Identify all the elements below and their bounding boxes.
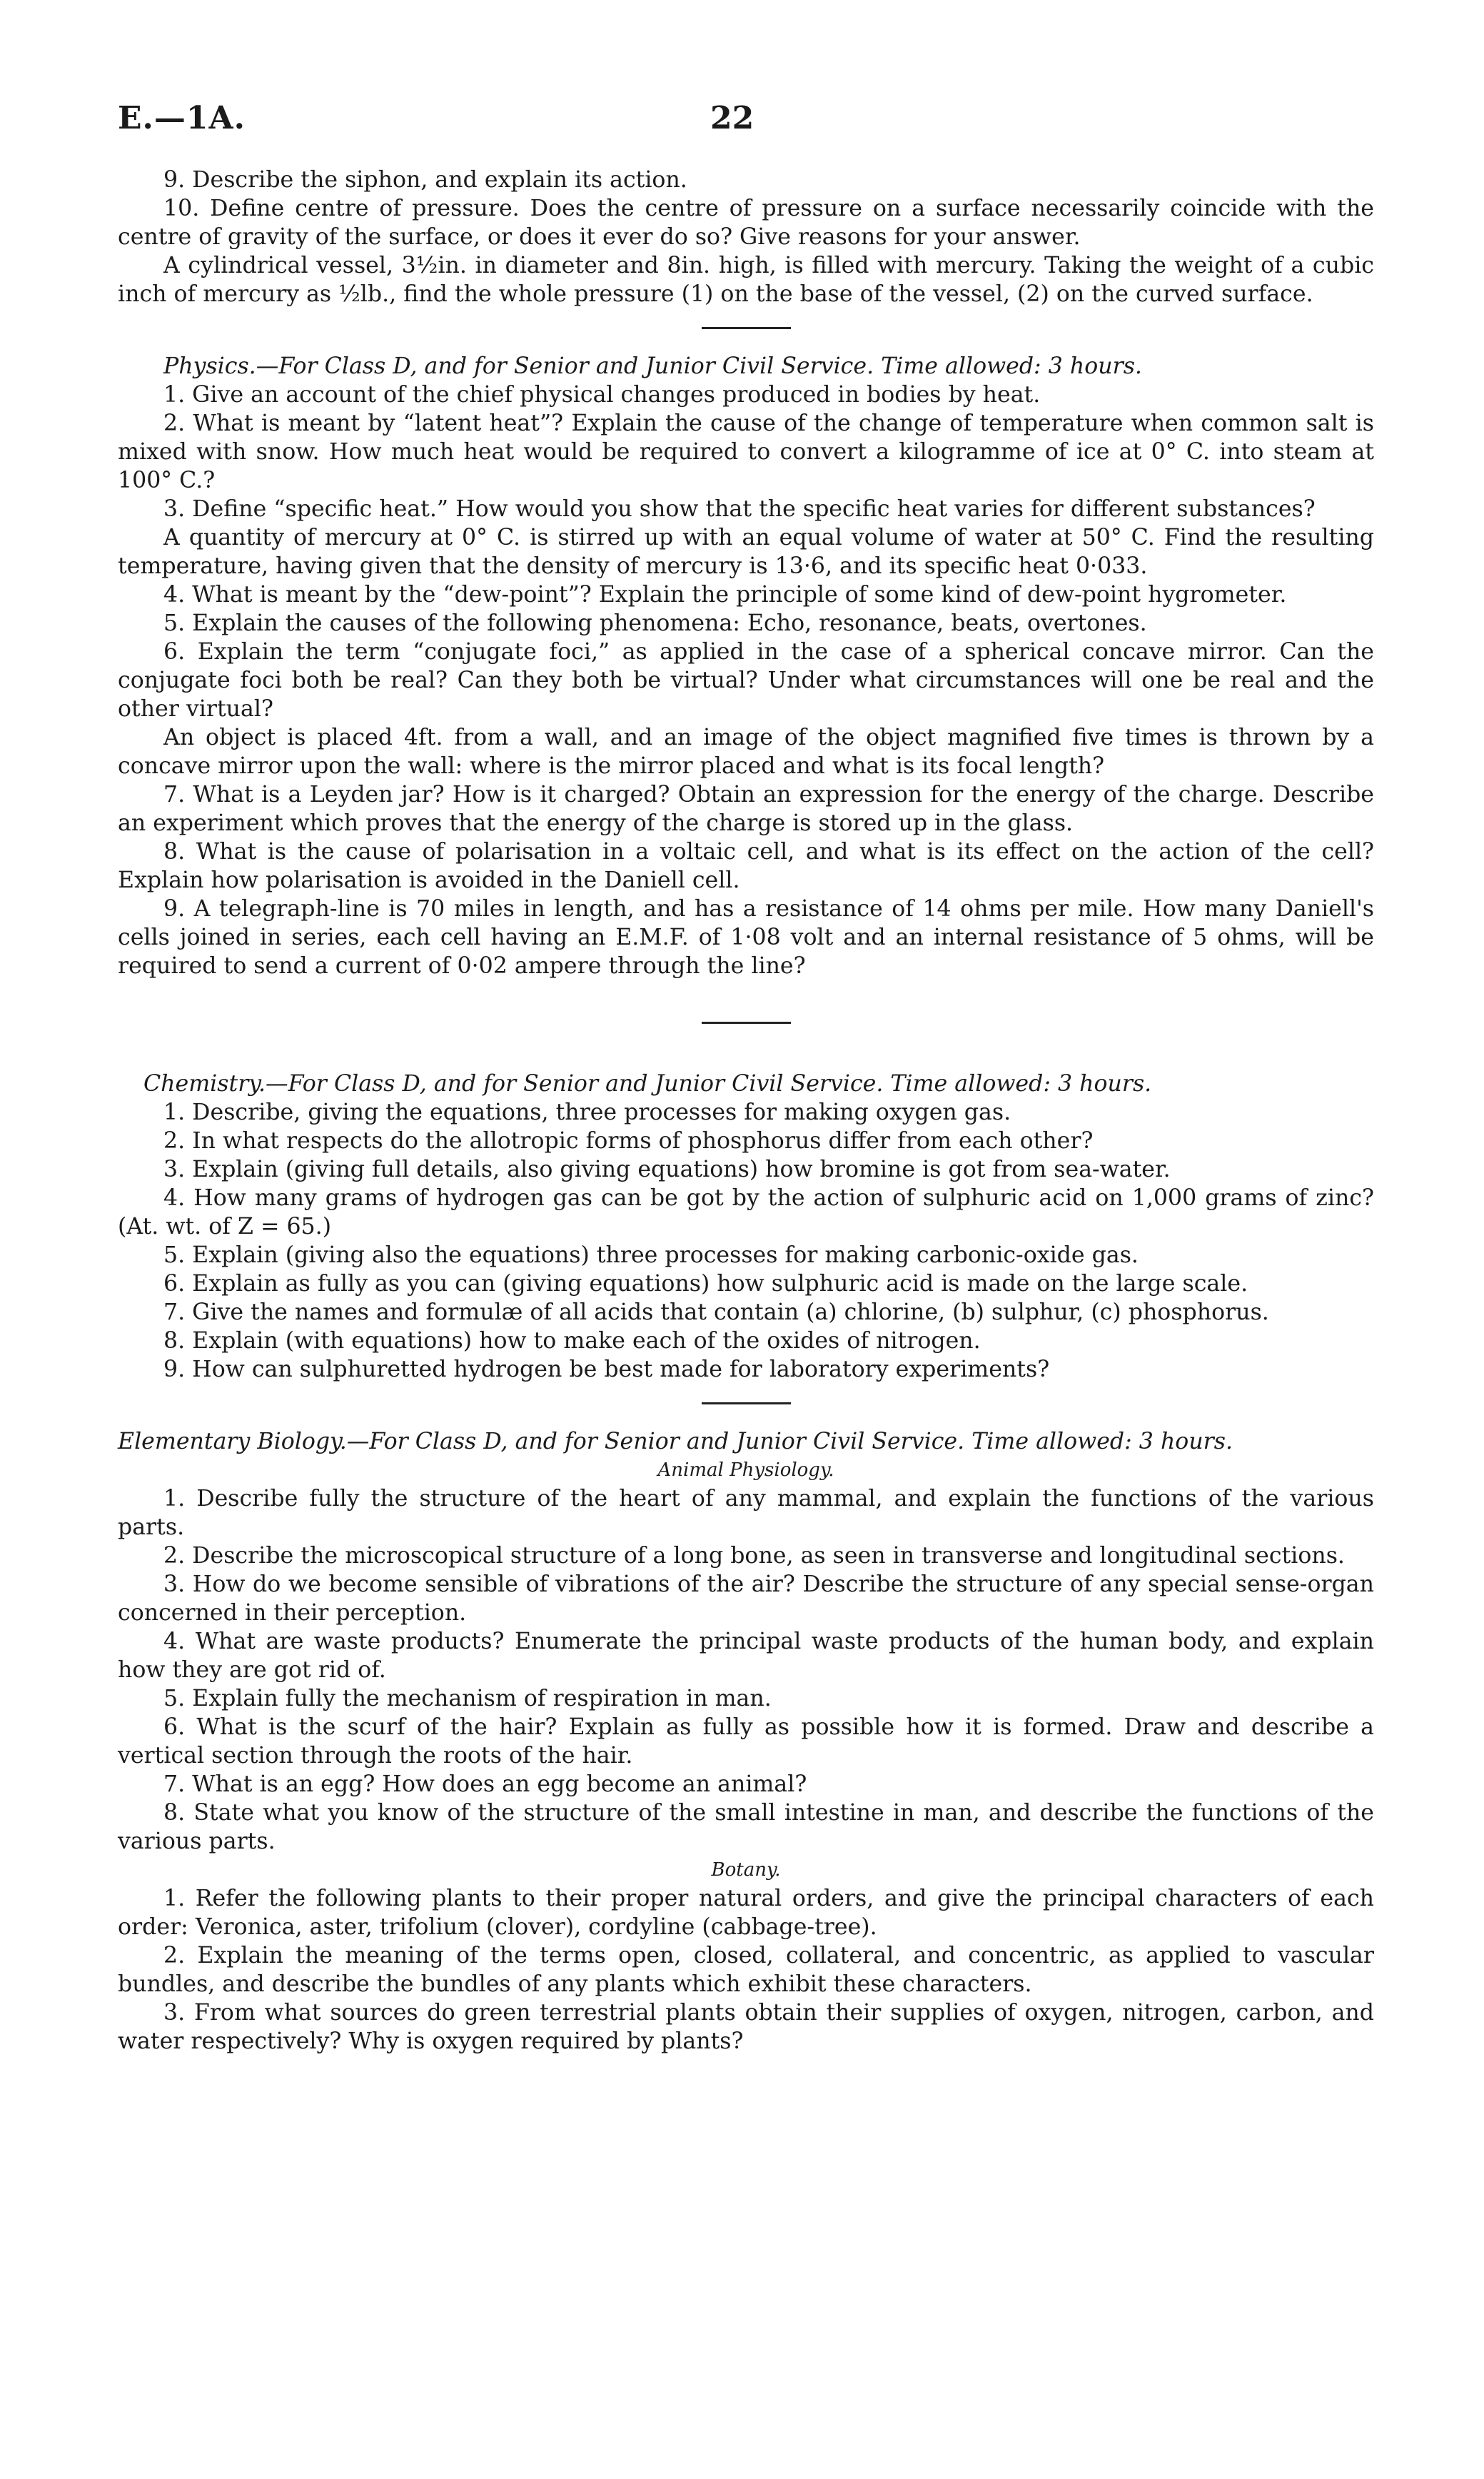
question: 4. What are waste products? Enumerate the principal waste products of the human body, and explain how they are got rid of. [118,1629,1374,1683]
hydrostatics-continuation [118,166,1374,308]
question: 9. How can sulphuretted hydrogen be best made for laboratory experiments? [163,1357,1050,1382]
question: 7. What is a Leyden jar? How is it charged? Obtain an expression for the energy of the charge. Describe an experiment which proves that the energy of the charge is stored up in the glass. [118,782,1374,836]
question: 2. Describe the microscopical structure of a long bone, as seen in transverse and longitudinal sections. [163,1543,1345,1569]
section-divider [702,1402,791,1404]
question: An object is placed 4ft. from a wall, and an image of the object magnified five times is thrown by a concave mirror upon the wall: where is the mirror placed and what is its focal length? [118,725,1374,779]
question: 9. A telegraph-line is 70 miles in length, and has a resistance of 14 ohms per mile. How many Daniell's cells joined in series, each cell having an E.M.F. of 1·08 volt and an internal resistance of 5 ohms, will be required to send a current of 0·02 ampere through the line? [118,896,1374,979]
question: 7. What is an egg? How does an egg become an animal? [163,1771,807,1797]
question: 3. Define “specific heat.” How would you show that the specific heat varies for different substances? [163,496,1316,522]
paper-reference: E.—1A. [118,100,246,136]
question: 2. What is meant by “latent heat”? Explain the cause of the change of temperature when common salt is mixed with snow. How much heat would be required to convert a kilogramme of ice at 0° C. into steam at 100° C.? [118,411,1374,493]
page-content [118,166,1374,2056]
section-heading: Physics.—For Class D, and for Senior and Junior Civil Service. Time allowed: 3 hours. [163,353,1142,379]
question: 3. From what sources do green terrestrial plants obtain their supplies of oxygen, nitrogen, carbon, and water respectively? Why is oxygen required by plants? [118,2000,1374,2054]
question: 5. Explain fully the mechanism of respiration in man. [163,1686,772,1711]
physics-section [118,352,1374,980]
question: 9. Describe the siphon, and explain its action. [163,167,687,193]
question: 8. State what you know of the structure of the small intestine in man, and describe the functions of the various parts. [118,1800,1374,1854]
question: 6. What is the scurf of the hair? Explain as fully as possible how it is formed. Draw and describe a vertical section through the roots of the hair. [118,1714,1374,1769]
section-heading: Chemistry.—For Class D, and for Senior and Junior Civil Service. Time allowed: 3 hours. [143,1071,1152,1097]
question: 6. Explain as fully as you can (giving equations) how sulphuric acid is made on the large scale. [163,1271,1248,1297]
question: A cylindrical vessel, 3½in. in diameter and 8in. high, is filled with mercury. Taking the weight of a cubic inch of mercury as ½lb., find the whole pressure (1) on the base of the vessel, (2) on the curved surface. [118,253,1374,307]
question: 1. Refer the following plants to their proper natural orders, and give the principal characters of each order: Veronica, aster, trifolium (clover), cordyline (cabbage-tree). [118,1886,1374,1940]
section-heading: Elementary Biology.—For Class D, and for Senior and Junior Civil Service. Time allowed: 3 hours. [118,1429,1233,1454]
section-divider [702,327,791,329]
question: 2. In what respects do the allotropic forms of phosphorus differ from each other? [163,1128,1094,1154]
subsection-heading: Botany. [711,1859,781,1881]
question: 4. How many grams of hydrogen gas can be got by the action of sulphuric acid on 1,000 grams of zinc? (At. wt. of Z = 65.) [118,1185,1374,1240]
question: 3. How do we become sensible of vibrations of the air? Describe the structure of any special sense-organ concerned in their perception. [118,1572,1374,1626]
question: 5. Explain the causes of the following phenomena: Echo, resonance, beats, overtones. [163,610,1147,636]
question: 8. Explain (with equations) how to make each of the oxides of nitrogen. [163,1328,981,1354]
question: 4. What is meant by the “dew-point”? Explain the principle of some kind of dew-point hygrometer. [163,582,1287,608]
question: 10. Define centre of pressure. Does the centre of pressure on a surface necessarily coincide with the centre of gravity of the surface, or does it ever do so? Give reasons for your answer. [118,196,1374,250]
question: 1. Describe, giving the equations, three processes for making oxygen gas. [163,1100,1011,1125]
question: 5. Explain (giving also the equations) three processes for making carbonic-oxide gas. [163,1242,1139,1268]
chemistry-section [118,1070,1374,1384]
subsection-heading: Animal Physiology. [657,1459,834,1481]
page-number: 22 [710,100,754,136]
question: 3. Explain (giving full details, also giving equations) how bromine is got from sea-water. [163,1157,1171,1182]
question: 7. Give the names and formulæ of all acids that contain (a) chlorine, (b) sulphur, (c) phosphorus. [163,1299,1269,1325]
page-header [118,100,1374,143]
question: 6. Explain the term “conjugate foci,” as applied in the case of a spherical concave mirror. Can the conjugate foci both be real? Can they both be virtual? Under what circumstances will one be real and the other virtual? [118,639,1374,722]
question: 8. What is the cause of polarisation in a voltaic cell, and what is its effect on the action of the cell? Explain how polarisation is avoided in the Daniell cell. [118,839,1374,893]
biology-section [118,1427,1374,2056]
question: 1. Describe fully the structure of the heart of any mammal, and explain the functions of the various parts. [118,1486,1374,1540]
question: 2. Explain the meaning of the terms open, closed, collateral, and concentric, as applied to vascular bundles, and describe the bundles of any plants which exhibit these characters. [118,1943,1374,1997]
question: A quantity of mercury at 0° C. is stirred up with an equal volume of water at 50° C. Find the resulting temperature, having given that the density of mercury is 13·6, and its specific heat 0·033. [118,525,1374,579]
section-divider [702,1022,791,1024]
question: 1. Give an account of the chief physical changes produced in bodies by heat. [163,382,1041,408]
